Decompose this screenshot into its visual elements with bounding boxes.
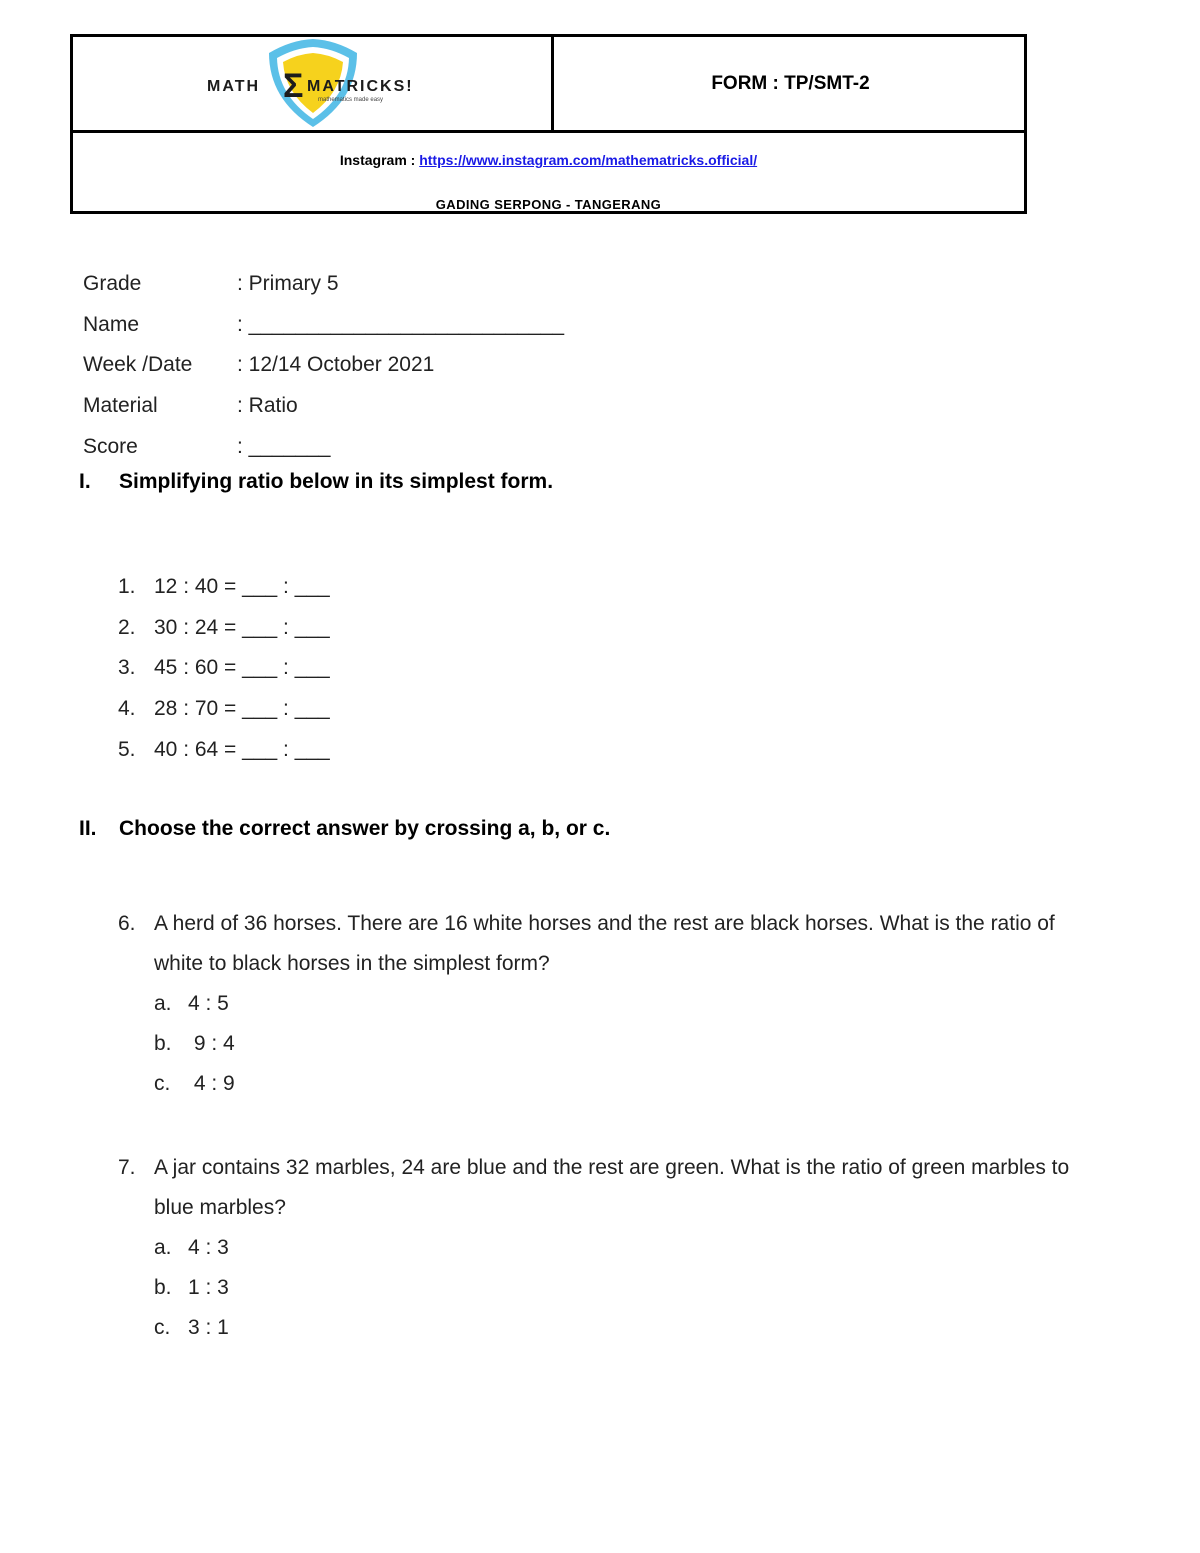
info-row-material [83,386,564,427]
header-box [70,34,1027,214]
section-title: Simplifying ratio below in its simplest form. [119,470,554,493]
info-value: : Primary 5 [237,272,339,296]
answer-option-b[interactable]: b. 1 : 3 [154,1276,229,1299]
info-label: Grade [83,272,142,296]
name-blank[interactable]: : ___________________________ [237,312,565,336]
answer-option-a[interactable]: a. 4 : 3 [154,1236,229,1259]
list-item: 1. 12 : 40 = ___ : ___ [118,575,330,599]
question-6 [118,904,1108,1104]
logo-shield-icon [195,37,431,130]
ratio-question[interactable]: 45 : 60 = ___ : ___ [154,656,330,680]
section-title: Choose the correct answer by crossing a, b, or c. [119,817,611,840]
info-label: Material [83,394,158,418]
ratio-question-list [118,567,330,770]
info-row-name [83,305,564,346]
info-row-date [83,345,564,386]
ratio-question[interactable]: 30 : 24 = ___ : ___ [154,615,330,639]
answer-option-c[interactable]: c. 4 : 9 [154,1072,235,1095]
instagram-line [73,152,1024,168]
list-item: 3. 45 : 60 = ___ : ___ [118,656,330,680]
answer-option-c[interactable]: c. 3 : 1 [154,1316,229,1339]
location-text: GADING SERPONG - TANGERANG [435,197,662,212]
info-label: Week /Date [83,353,193,377]
info-row-grade [83,264,564,305]
svg-text:mathematics made easy: mathematics made easy [318,97,384,103]
info-value: : Ratio [237,394,298,418]
logo [195,37,431,130]
question-7 [118,1148,1108,1348]
info-label: Score [83,434,138,458]
question-stem: 7. A jar contains 32 marbles, 24 are blue and the rest are green. What is the ratio of green marbles to blue marbles? [118,1156,1070,1219]
question-stem: 6. A herd of 36 horses. There are 16 white horses and the rest are black horses. What is the ratio of white to black horses in the simplest form? [118,912,1055,975]
score-blank[interactable]: : _______ [237,434,331,458]
svg-text:MATRICKS!: MATRICKS! [307,78,414,95]
ratio-question[interactable]: 28 : 70 = ___ : ___ [154,697,330,721]
svg-text:MATH: MATH [207,78,261,95]
instagram-label: Instagram : [339,152,420,168]
list-item: 4. 28 : 70 = ___ : ___ [118,697,330,721]
ratio-question[interactable]: 12 : 40 = ___ : ___ [154,575,330,599]
header-horizontal-divider [73,130,1024,133]
section-number: II. [79,817,97,840]
answer-option-b[interactable]: b. 9 : 4 [154,1032,235,1055]
list-item: 2. 30 : 24 = ___ : ___ [118,615,330,639]
form-code: FORM : TP/SMT-2 [711,72,870,94]
answer-option-a[interactable]: a. 4 : 5 [154,992,229,1015]
section-1-heading [79,470,553,494]
info-value: : 12/14 October 2021 [237,353,435,377]
list-item: 5. 40 : 64 = ___ : ___ [118,737,330,761]
ratio-question[interactable]: 40 : 64 = ___ : ___ [154,737,330,761]
info-label: Name [83,312,140,336]
student-info [83,264,564,467]
section-number: I. [79,470,91,493]
section-2-heading [79,817,610,841]
info-row-score [83,426,564,467]
svg-text:Σ: Σ [283,67,304,105]
instagram-link[interactable]: https://www.instagram.com/mathematricks.official/ [419,152,758,168]
